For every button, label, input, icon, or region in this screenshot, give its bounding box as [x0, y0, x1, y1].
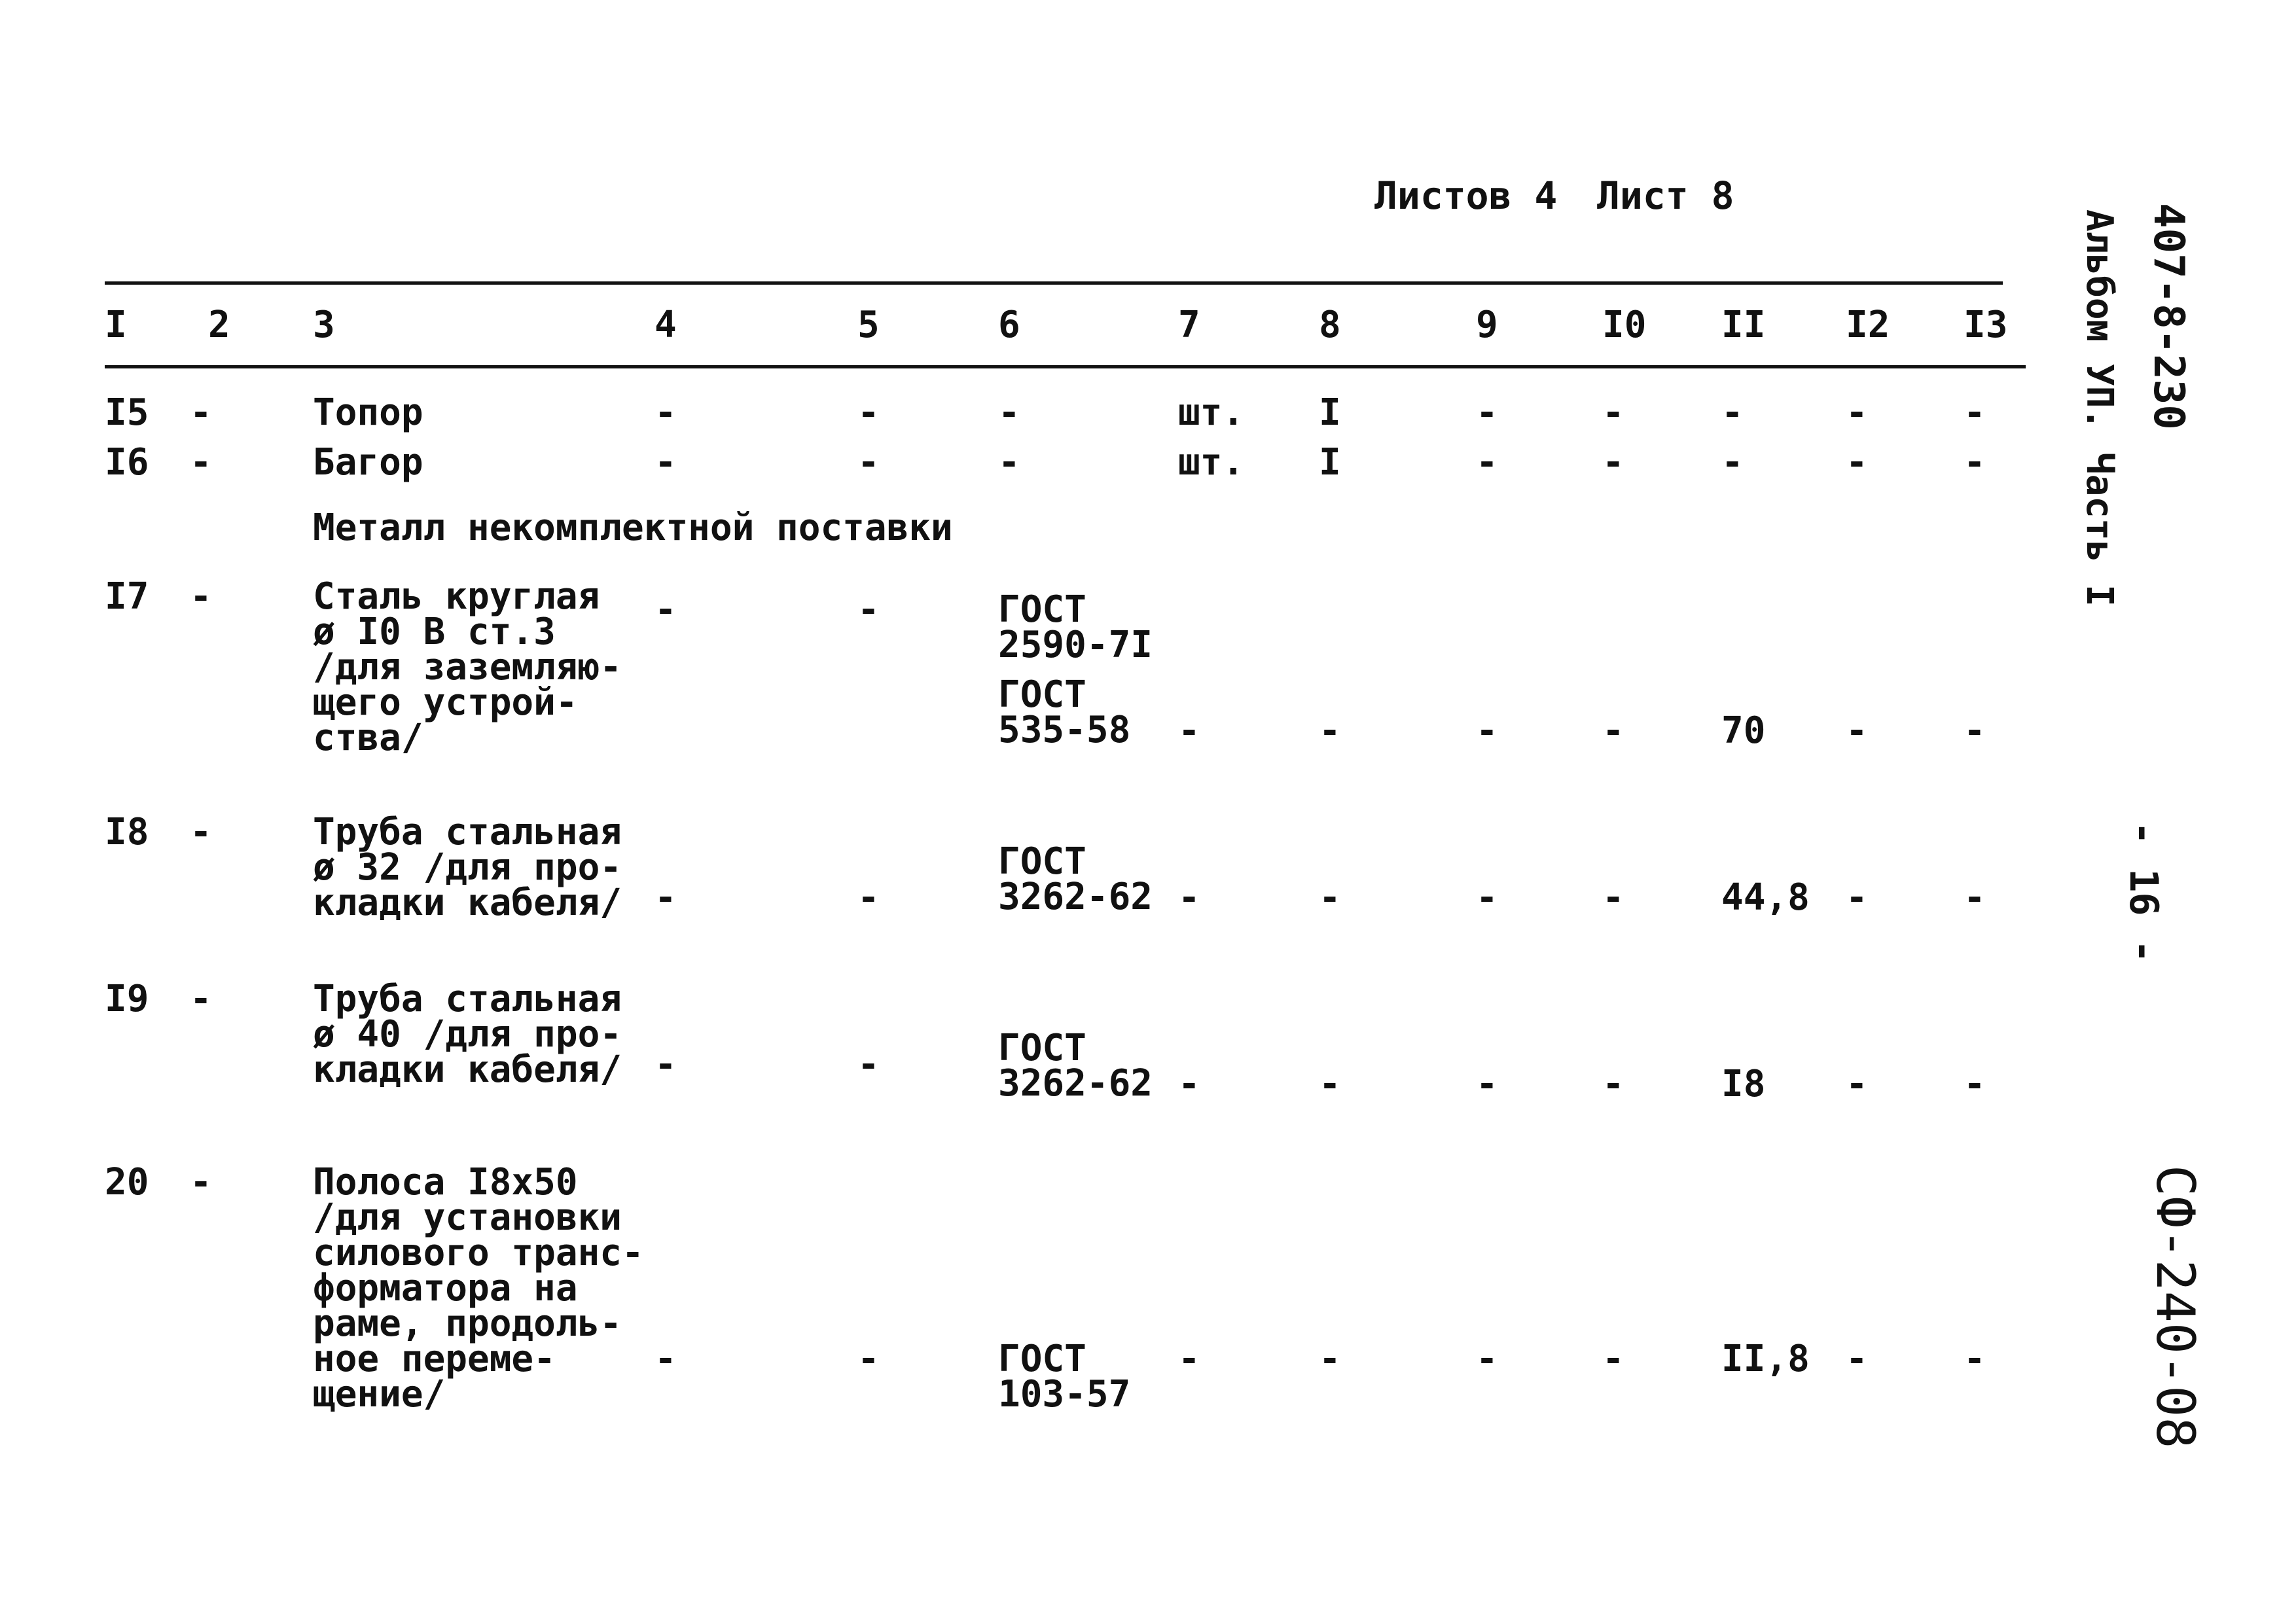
cell-c11: 44,8 [1721, 876, 1810, 919]
stamp-code: СФ-240-08 [2145, 1165, 2206, 1449]
cell-c9: - [1476, 441, 1498, 484]
cell-name: Топор [313, 391, 423, 434]
cell-c13: - [1964, 1338, 1986, 1380]
col-header: 8 [1319, 304, 1341, 346]
cell-c9: - [1476, 876, 1498, 919]
cell-c9: - [1476, 391, 1498, 434]
cell-unit: шт. [1178, 441, 1245, 484]
cell-standard: ГОСТ 103-57 [998, 1338, 1131, 1416]
cell-unit: - [1178, 876, 1200, 919]
cell-number: I7 [105, 575, 149, 618]
cell-c12: - [1846, 391, 1868, 434]
cell-qty: - [1319, 876, 1341, 919]
col-header: 2 [208, 304, 230, 346]
cell-c4: - [655, 1043, 677, 1086]
cell-c2: - [190, 811, 212, 853]
cell-c5: - [857, 1338, 880, 1380]
cell-unit: - [1178, 709, 1200, 752]
col-header: I3 [1964, 304, 2008, 346]
cell-number: I6 [105, 441, 149, 484]
cell-c13: - [1964, 391, 1986, 434]
cell-c9: - [1476, 1338, 1498, 1380]
col-header: I2 [1846, 304, 1890, 346]
cell-c13: - [1964, 441, 1986, 484]
cell-name: Труба стальная ø 40 /для про- кладки кабеля/ [313, 978, 622, 1091]
cell-c5: - [857, 1043, 880, 1086]
page-number: - 16 - [2121, 821, 2166, 963]
cell-standard: ГОСТ 535-58 [998, 673, 1131, 751]
cell-c11: - [1721, 391, 1744, 434]
cell-c4: - [655, 1338, 677, 1380]
cell-c5: - [857, 391, 880, 434]
col-header: 5 [857, 304, 880, 346]
cell-number: I8 [105, 811, 149, 853]
col-header: 6 [998, 304, 1020, 346]
cell-qty: - [1319, 1063, 1341, 1105]
cell-unit: - [1178, 1063, 1200, 1105]
table-header-rule [105, 365, 2026, 368]
cell-c6: - [998, 391, 1020, 434]
cell-qty: - [1319, 709, 1341, 752]
col-header: I0 [1602, 304, 1647, 346]
col-header: 3 [313, 304, 335, 346]
cell-c11: 70 [1721, 709, 1766, 752]
col-header: 7 [1178, 304, 1200, 346]
cell-c5: - [857, 441, 880, 484]
cell-c9: - [1476, 709, 1498, 752]
cell-qty: I [1319, 391, 1341, 434]
cell-c12: - [1846, 876, 1868, 919]
cell-number: I5 [105, 391, 149, 434]
cell-c13: - [1964, 709, 1986, 752]
cell-unit: - [1178, 1338, 1200, 1380]
cell-c11: I8 [1721, 1063, 1766, 1105]
cell-c2: - [190, 978, 212, 1020]
cell-c12: - [1846, 441, 1868, 484]
cell-c12: - [1846, 1338, 1868, 1380]
col-header: 4 [655, 304, 677, 346]
cell-c13: - [1964, 1063, 1986, 1105]
cell-c11: - [1721, 441, 1744, 484]
cell-c2: - [190, 1161, 212, 1204]
sheets-count: Листов 4 [1374, 173, 1558, 218]
cell-c6: - [998, 441, 1020, 484]
cell-c13: - [1964, 876, 1986, 919]
cell-standard: ГОСТ 3262-62 [998, 1027, 1153, 1105]
cell-c2: - [190, 391, 212, 434]
cell-name: Багор [313, 441, 423, 484]
cell-c4: - [655, 441, 677, 484]
document-code: 407-8-230 [2144, 203, 2193, 430]
cell-c12: - [1846, 709, 1868, 752]
album-label: Альбом УП. Часть I [2078, 209, 2121, 607]
cell-qty: - [1319, 1338, 1341, 1380]
cell-c11: II,8 [1721, 1338, 1810, 1380]
col-header: 9 [1476, 304, 1498, 346]
cell-c12: - [1846, 1063, 1868, 1105]
table-top-rule [105, 281, 2003, 285]
section-heading: Металл некомплектной поставки [313, 507, 953, 549]
cell-c4: - [655, 391, 677, 434]
cell-c5: - [857, 588, 880, 631]
cell-c10: - [1602, 709, 1624, 752]
cell-c2: - [190, 575, 212, 618]
cell-c4: - [655, 876, 677, 919]
cell-qty: I [1319, 441, 1341, 484]
sheet-number: Лист 8 [1597, 173, 1734, 218]
col-header: I [105, 304, 127, 346]
cell-name: Сталь круглая ø I0 В ст.3 /для заземляю- щего устрой- ства/ [313, 575, 622, 759]
col-header: II [1721, 304, 1766, 346]
cell-unit: шт. [1178, 391, 1245, 434]
cell-c4: - [655, 588, 677, 631]
cell-c9: - [1476, 1063, 1498, 1105]
cell-c2: - [190, 441, 212, 484]
cell-c10: - [1602, 1338, 1624, 1380]
cell-c10: - [1602, 391, 1624, 434]
cell-number: I9 [105, 978, 149, 1020]
cell-c10: - [1602, 876, 1624, 919]
cell-c10: - [1602, 1063, 1624, 1105]
cell-standard: ГОСТ 2590-7I [998, 588, 1153, 666]
cell-name: Полоса I8x50 /для установки силового транс- форматора на раме, продоль- ное переме- щение/ [313, 1161, 644, 1416]
cell-c5: - [857, 876, 880, 919]
cell-c10: - [1602, 441, 1624, 484]
cell-standard: ГОСТ 3262-62 [998, 840, 1153, 918]
cell-name: Труба стальная ø 32 /для про- кладки кабеля/ [313, 811, 622, 924]
cell-number: 20 [105, 1161, 149, 1204]
